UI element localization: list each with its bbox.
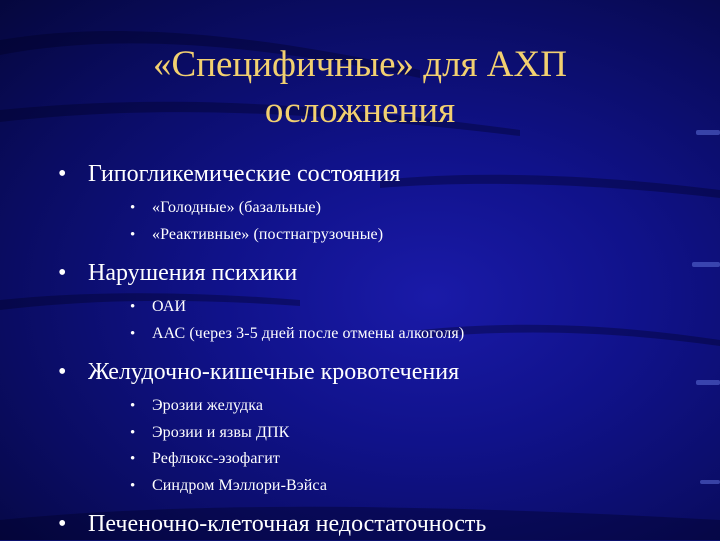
bullet-content (56, 157, 696, 541)
section-hypoglycemia (56, 157, 696, 248)
list-item: • ААС (через 3-5 дней после отмены алкоголя) (56, 321, 696, 348)
section-liver-failure (56, 507, 696, 541)
section-heading: • Печеночно-клеточная недостаточность (56, 507, 696, 541)
slide-title (0, 42, 720, 134)
section-gi-bleeding (56, 355, 696, 499)
list-item: • ОАИ (56, 294, 696, 321)
list-item: • «Реактивные» (постнагрузочные) (56, 222, 696, 249)
section-heading: • Нарушения психики (56, 256, 696, 290)
title-line-2: осложнения (264, 90, 456, 131)
list-item: • «Голодные» (базальные) (56, 195, 696, 222)
list-item: • Эрозии и язвы ДПК (56, 420, 696, 447)
list-item: • Рефлюкс-эзофагит (56, 446, 696, 473)
title-line-1: «Специфичные» для АХП (153, 44, 567, 85)
list-item: • Эрозии желудка (56, 393, 696, 420)
list-item: • Синдром Мэллори-Вэйса (56, 473, 696, 500)
section-psychiatric (56, 256, 696, 347)
section-heading: • Гипогликемические состояния (56, 157, 696, 191)
section-heading: • Желудочно-кишечные кровотечения (56, 355, 696, 389)
